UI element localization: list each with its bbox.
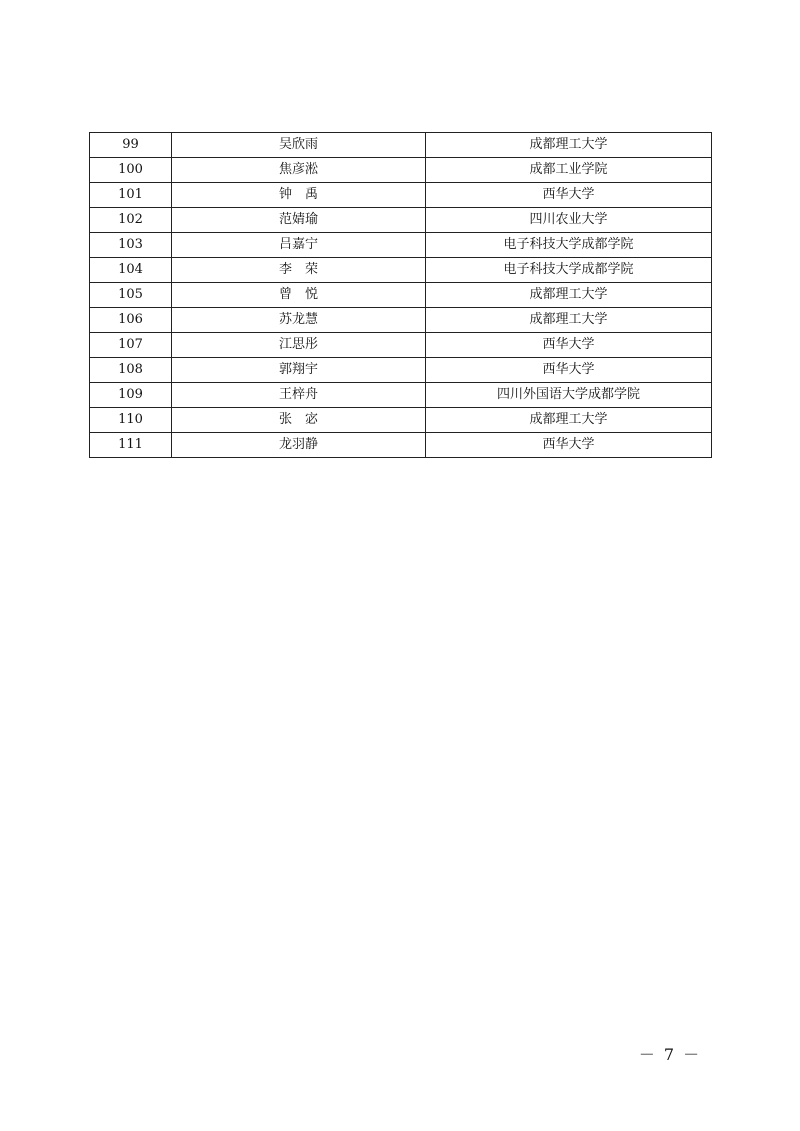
name-cell: 张 宓 <box>172 408 426 433</box>
name-cell: 李 荣 <box>172 258 426 283</box>
row-number-cell: 102 <box>90 208 172 233</box>
row-number-cell: 100 <box>90 158 172 183</box>
school-cell: 电子科技大学成都学院 <box>426 258 712 283</box>
name-cell: 范婧瑜 <box>172 208 426 233</box>
table-row <box>90 333 712 358</box>
name-cell: 郭翔宇 <box>172 358 426 383</box>
school-cell: 西华大学 <box>426 433 712 458</box>
table-row <box>90 133 712 158</box>
table-row <box>90 233 712 258</box>
school-cell: 成都工业学院 <box>426 158 712 183</box>
row-number-cell: 105 <box>90 283 172 308</box>
name-cell: 曾 悦 <box>172 283 426 308</box>
table-row <box>90 208 712 233</box>
row-number-cell: 99 <box>90 133 172 158</box>
name-cell: 王梓舟 <box>172 383 426 408</box>
school-cell: 成都理工大学 <box>426 283 712 308</box>
name-cell: 吕嘉宁 <box>172 233 426 258</box>
school-cell: 西华大学 <box>426 333 712 358</box>
row-number-cell: 107 <box>90 333 172 358</box>
school-cell: 西华大学 <box>426 183 712 208</box>
name-cell: 钟 禹 <box>172 183 426 208</box>
row-number-cell: 106 <box>90 308 172 333</box>
row-number-cell: 111 <box>90 433 172 458</box>
table-row <box>90 433 712 458</box>
table-row <box>90 383 712 408</box>
row-number-cell: 110 <box>90 408 172 433</box>
school-cell: 四川外国语大学成都学院 <box>426 383 712 408</box>
row-number-cell: 103 <box>90 233 172 258</box>
page-number: － 7 － <box>638 1045 702 1064</box>
table-row <box>90 408 712 433</box>
roster-table <box>89 132 712 458</box>
name-cell: 焦彦淞 <box>172 158 426 183</box>
row-number-cell: 101 <box>90 183 172 208</box>
school-cell: 四川农业大学 <box>426 208 712 233</box>
school-cell: 成都理工大学 <box>426 308 712 333</box>
table-row <box>90 358 712 383</box>
name-cell: 苏龙慧 <box>172 308 426 333</box>
name-cell: 江思彤 <box>172 333 426 358</box>
name-cell: 龙羽静 <box>172 433 426 458</box>
row-number-cell: 104 <box>90 258 172 283</box>
school-cell: 西华大学 <box>426 358 712 383</box>
table-row <box>90 283 712 308</box>
school-cell: 成都理工大学 <box>426 408 712 433</box>
table-row <box>90 258 712 283</box>
table-row <box>90 158 712 183</box>
name-cell: 吴欣雨 <box>172 133 426 158</box>
table-row <box>90 183 712 208</box>
school-cell: 电子科技大学成都学院 <box>426 233 712 258</box>
row-number-cell: 109 <box>90 383 172 408</box>
table-row <box>90 308 712 333</box>
row-number-cell: 108 <box>90 358 172 383</box>
roster-table-body <box>90 133 712 458</box>
school-cell: 成都理工大学 <box>426 133 712 158</box>
